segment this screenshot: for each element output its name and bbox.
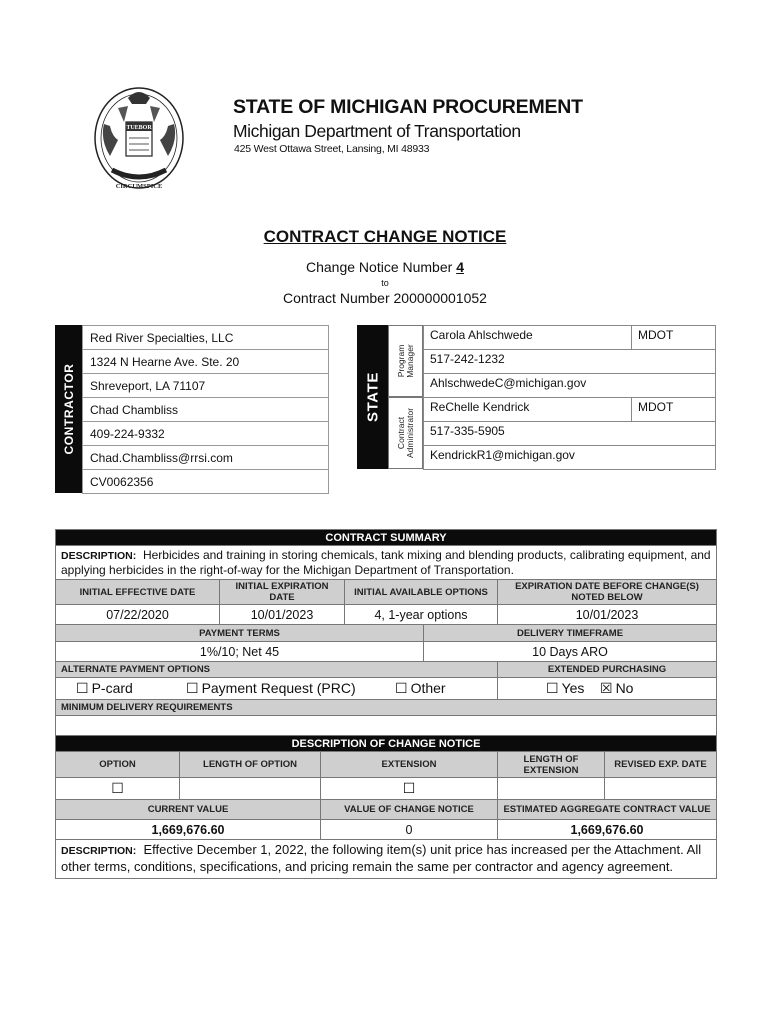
option-checkbox[interactable]: ☐ (56, 778, 180, 800)
pcard-checkbox[interactable]: ☐ (76, 680, 89, 696)
length-option-header: LENGTH OF OPTION (180, 752, 321, 778)
payment-terms-value: 1%/10; Net 45 (56, 642, 424, 662)
pcard-option[interactable]: ☐ P-card (76, 680, 133, 696)
contract-admin-name: ReChelle Kendrick (424, 398, 632, 422)
change-notice-number: Change Notice Number 4 (306, 259, 464, 275)
contractor-label-bar (55, 325, 82, 493)
length-extension-value (498, 778, 605, 800)
state-label-bar (357, 325, 388, 469)
no-checkbox-checked[interactable]: ☒ (600, 680, 613, 696)
change-notice-title: DESCRIPTION OF CHANGE NOTICE (56, 736, 717, 752)
aggregate-value: 1,669,676.60 (498, 820, 717, 840)
contractor-contact: Chad Chambliss (83, 398, 329, 422)
min-delivery-value (56, 716, 717, 736)
revised-exp-header: REVISED EXP. DATE (605, 752, 717, 778)
expiration-before-header: EXPIRATION DATE BEFORE CHANGE(S) NOTED BELOW (498, 580, 717, 605)
contractor-label: CONTRACTOR (61, 363, 76, 455)
initial-expiration-date: 10/01/2023 (220, 605, 345, 625)
state-label: STATE (364, 372, 381, 422)
aggregate-value-header: ESTIMATED AGGREGATE CONTRACT VALUE (498, 800, 717, 820)
state-table (423, 325, 716, 470)
extension-header: EXTENSION (321, 752, 498, 778)
program-manager-label: Program Manager (395, 344, 415, 378)
contract-admin-label-cell (388, 397, 423, 469)
svg-text:CIRCUMSPICE: CIRCUMSPICE (115, 183, 163, 190)
notice-title: CONTRACT CHANGE NOTICE (263, 227, 507, 246)
prc-checkbox[interactable]: ☐ (186, 680, 199, 696)
initial-options-header: INITIAL AVAILABLE OPTIONS (345, 580, 498, 605)
summary-description: DESCRIPTION: Herbicides and training in storing chemicals, tank mixing and blending products, calibrating equipment, and applying herbicides in the right-of-way for the Michigan Department of Transportation. (56, 546, 717, 580)
svg-text:TUEBOR: TUEBOR (126, 125, 152, 131)
initial-effective-header: INITIAL EFFECTIVE DATE (56, 580, 220, 605)
change-value: 0 (321, 820, 498, 840)
other-checkbox[interactable]: ☐ (395, 680, 408, 696)
revised-exp-value (605, 778, 717, 800)
program-manager-name: Carola Ahlschwede (424, 326, 632, 350)
program-manager-email: AhlschwedeC@michigan.gov (424, 374, 716, 398)
contractor-table (82, 325, 329, 494)
delivery-timeframe-header: DELIVERY TIMEFRAME (424, 625, 717, 642)
option-header: OPTION (56, 752, 180, 778)
department-address: 425 West Ottawa Street, Lansing, MI 48933 (234, 143, 430, 155)
agency-title: STATE OF MICHIGAN PROCUREMENT (233, 96, 583, 118)
extended-yes-option[interactable]: ☐ Yes (546, 680, 585, 696)
program-manager-label-cell (388, 325, 423, 397)
payment-terms-header: PAYMENT TERMS (56, 625, 424, 642)
initial-effective-date: 07/22/2020 (56, 605, 220, 625)
initial-expiration-header: INITIAL EXPIRATION DATE (220, 580, 345, 605)
contractor-company: Red River Specialties, LLC (83, 326, 329, 350)
contractor-phone: 409-224-9332 (83, 422, 329, 446)
contract-number: Contract Number 200000001052 (283, 290, 487, 306)
contract-summary-title: CONTRACT SUMMARY (56, 530, 717, 546)
expiration-before-value: 10/01/2023 (498, 605, 717, 625)
extended-no-option[interactable]: ☒ No (600, 680, 634, 696)
other-option[interactable]: ☐ Other (395, 680, 446, 696)
contract-admin-phone: 517-335-5905 (424, 422, 716, 446)
contractor-vendor-id: CV0062356 (83, 470, 329, 494)
program-manager-phone: 517-242-1232 (424, 350, 716, 374)
contractor-street: 1324 N Hearne Ave. Ste. 20 (83, 350, 329, 374)
extended-purchasing-options (498, 678, 717, 700)
contractor-email: Chad.Chambliss@rrsi.com (83, 446, 329, 470)
current-value-header: CURRENT VALUE (56, 800, 321, 820)
min-delivery-header: MINIMUM DELIVERY REQUIREMENTS (56, 700, 717, 716)
contract-admin-label: Contract Administrator (395, 407, 415, 459)
initial-options-value: 4, 1-year options (345, 605, 498, 625)
contractor-city: Shreveport, LA 71107 (83, 374, 329, 398)
contract-admin-email: KendrickR1@michigan.gov (424, 446, 716, 470)
change-description: DESCRIPTION: Effective December 1, 2022, the following item(s) unit price has increased per the Attachment. All other terms, conditions, specifications, and pricing remain the same per contractor and agency agreement. (56, 840, 717, 879)
contract-admin-agency: MDOT (632, 398, 716, 422)
department-name: Michigan Department of Transportation (233, 121, 521, 141)
michigan-seal-icon (88, 78, 190, 196)
yes-checkbox[interactable]: ☐ (546, 680, 559, 696)
length-extension-header: LENGTH OF EXTENSION (498, 752, 605, 778)
extension-checkbox[interactable]: ☐ (321, 778, 498, 800)
length-option-value (180, 778, 321, 800)
program-manager-agency: MDOT (632, 326, 716, 350)
to-label: to (381, 278, 389, 288)
prc-option[interactable]: ☐ Payment Request (PRC) (186, 680, 356, 696)
change-value-header: VALUE OF CHANGE NOTICE (321, 800, 498, 820)
alt-payment-header: ALTERNATE PAYMENT OPTIONS (56, 662, 498, 678)
alt-payment-options (56, 678, 498, 700)
contract-summary-table (55, 529, 717, 879)
current-value: 1,669,676.60 (56, 820, 321, 840)
delivery-timeframe-value: 10 Days ARO (424, 642, 717, 662)
extended-purchasing-header: EXTENDED PURCHASING (498, 662, 717, 678)
